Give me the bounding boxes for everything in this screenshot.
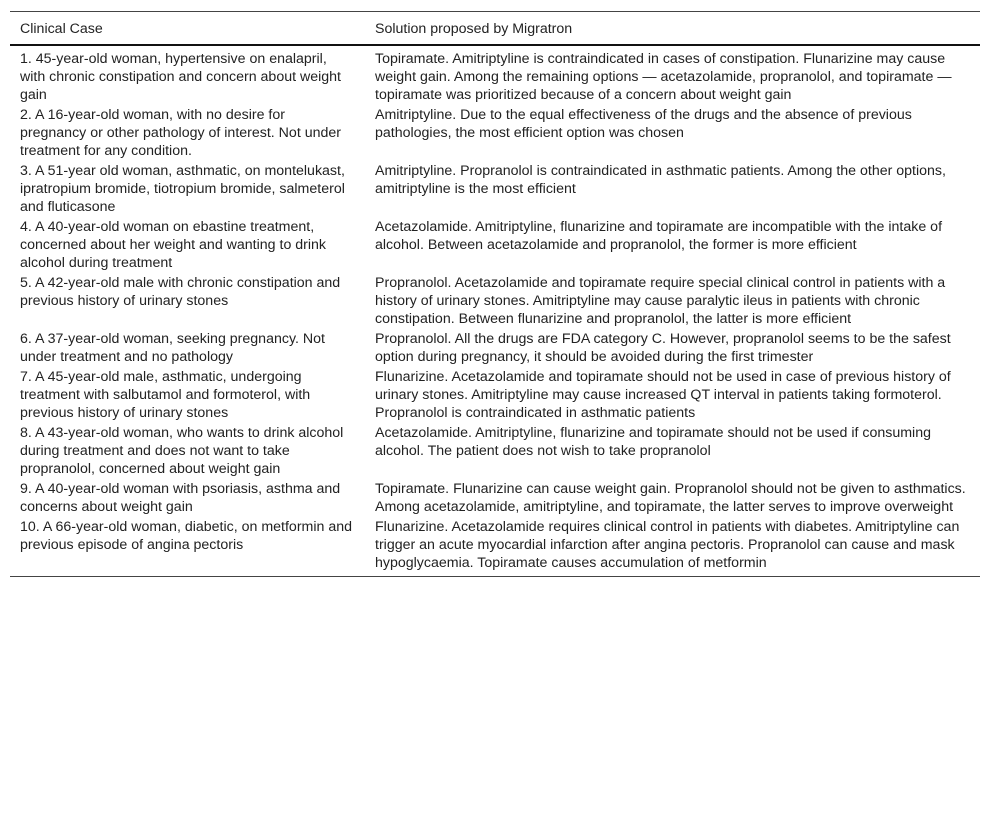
solution-cell: Acetazolamide. Amitriptyline, flunarizine and topiramate are incompatible with the intake of alcohol. Between acetazolamide and propranolol, the former is more efficient [375, 219, 943, 253]
case-cell: 5. A 42-year-old male with chronic constipation and previous history of urinary stones [20, 275, 341, 309]
table-row [10, 161, 980, 217]
solution-cell: Amitriptyline. Due to the equal effectiveness of the drugs and the absence of previous pathologies, the most efficient option was chosen [375, 107, 912, 141]
table-row [10, 423, 980, 479]
case-cell: 7. A 45-year-old male, asthmatic, undergoing treatment with salbutamol and formoterol, with previous history of urinary stones [20, 369, 311, 421]
table-row [10, 367, 980, 423]
solution-cell: Flunarizine. Acetazolamide requires clinical control in patients with diabetes. Amitriptyline can trigger an acute myocardial infarction after angina pectoris. Propranolol can cause and mask hypoglycaemia. Topiramate causes accumulation of metformin [375, 519, 960, 571]
header-solution: Solution proposed by Migratron [375, 21, 573, 37]
case-cell: 8. A 43-year-old woman, who wants to drink alcohol during treatment and does not want to take propranolol, concerned about weight gain [20, 425, 344, 477]
header-clinical-case: Clinical Case [20, 21, 103, 37]
case-cell: 10. A 66-year-old woman, diabetic, on metformin and previous episode of angina pectoris [20, 519, 353, 553]
table-row [10, 517, 980, 577]
case-cell: 6. A 37-year-old woman, seeking pregnancy. Not under treatment and no pathology [20, 331, 325, 365]
case-cell: 9. A 40-year-old woman with psoriasis, asthma and concerns about weight gain [20, 481, 341, 515]
case-cell: 1. 45-year-old woman, hypertensive on enalapril, with chronic constipation and concern about weight gain [20, 51, 341, 103]
case-cell: 2. A 16-year-old woman, with no desire for pregnancy or other pathology of interest. Not under treatment for any condition. [20, 107, 341, 159]
case-cell: 4. A 40-year-old woman on ebastine treatment, concerned about her weight and wanting to drink alcohol during treatment [20, 219, 327, 271]
table-row [10, 45, 980, 105]
table-row [10, 105, 980, 161]
table-row [10, 217, 980, 273]
table-row [10, 329, 980, 367]
header-row [10, 12, 980, 46]
solution-cell: Acetazolamide. Amitriptyline, flunarizine and topiramate should not be used if consuming alcohol. The patient does not wish to take propranolol [375, 425, 931, 459]
solution-cell: Flunarizine. Acetazolamide and topiramate should not be used in case of previous history of urinary stones. Amitriptyline may cause increased QT interval in patients taking formoterol. Propranolol is contraindicated in asthmatic patients [375, 369, 951, 421]
case-cell: 3. A 51-year old woman, asthmatic, on montelukast, ipratropium bromide, tiotropium bromide, salmeterol and fluticasone [20, 163, 345, 215]
table-row [10, 479, 980, 517]
solution-cell: Propranolol. All the drugs are FDA category C. However, propranolol seems to be the safest option during pregnancy, it should be avoided during the first trimester [375, 331, 951, 365]
solution-cell: Amitriptyline. Propranolol is contraindicated in asthmatic patients. Among the other options, amitriptyline is the most efficient [375, 163, 946, 197]
solution-cell: Propranolol. Acetazolamide and topiramate require special clinical control in patients with a history of urinary stones. Amitriptyline may cause paralytic ileus in patients with chronic constipation. Between flunarizine and propranolol, the latter is more efficient [375, 275, 946, 327]
table-row [10, 273, 980, 329]
solution-cell: Topiramate. Amitriptyline is contraindicated in cases of constipation. Flunarizine may cause weight gain. Among the remaining options — acetazolamide, propranolol, and topiramate — topiramate was prioritized because of a concern about weight gain [375, 51, 952, 103]
solution-cell: Topiramate. Flunarizine can cause weight gain. Propranolol should not be given to asthmatics. Among acetazolamide, amitriptyline, and topiramate, the latter serves to improve overweight [375, 481, 966, 515]
clinical-cases-table [10, 11, 980, 577]
